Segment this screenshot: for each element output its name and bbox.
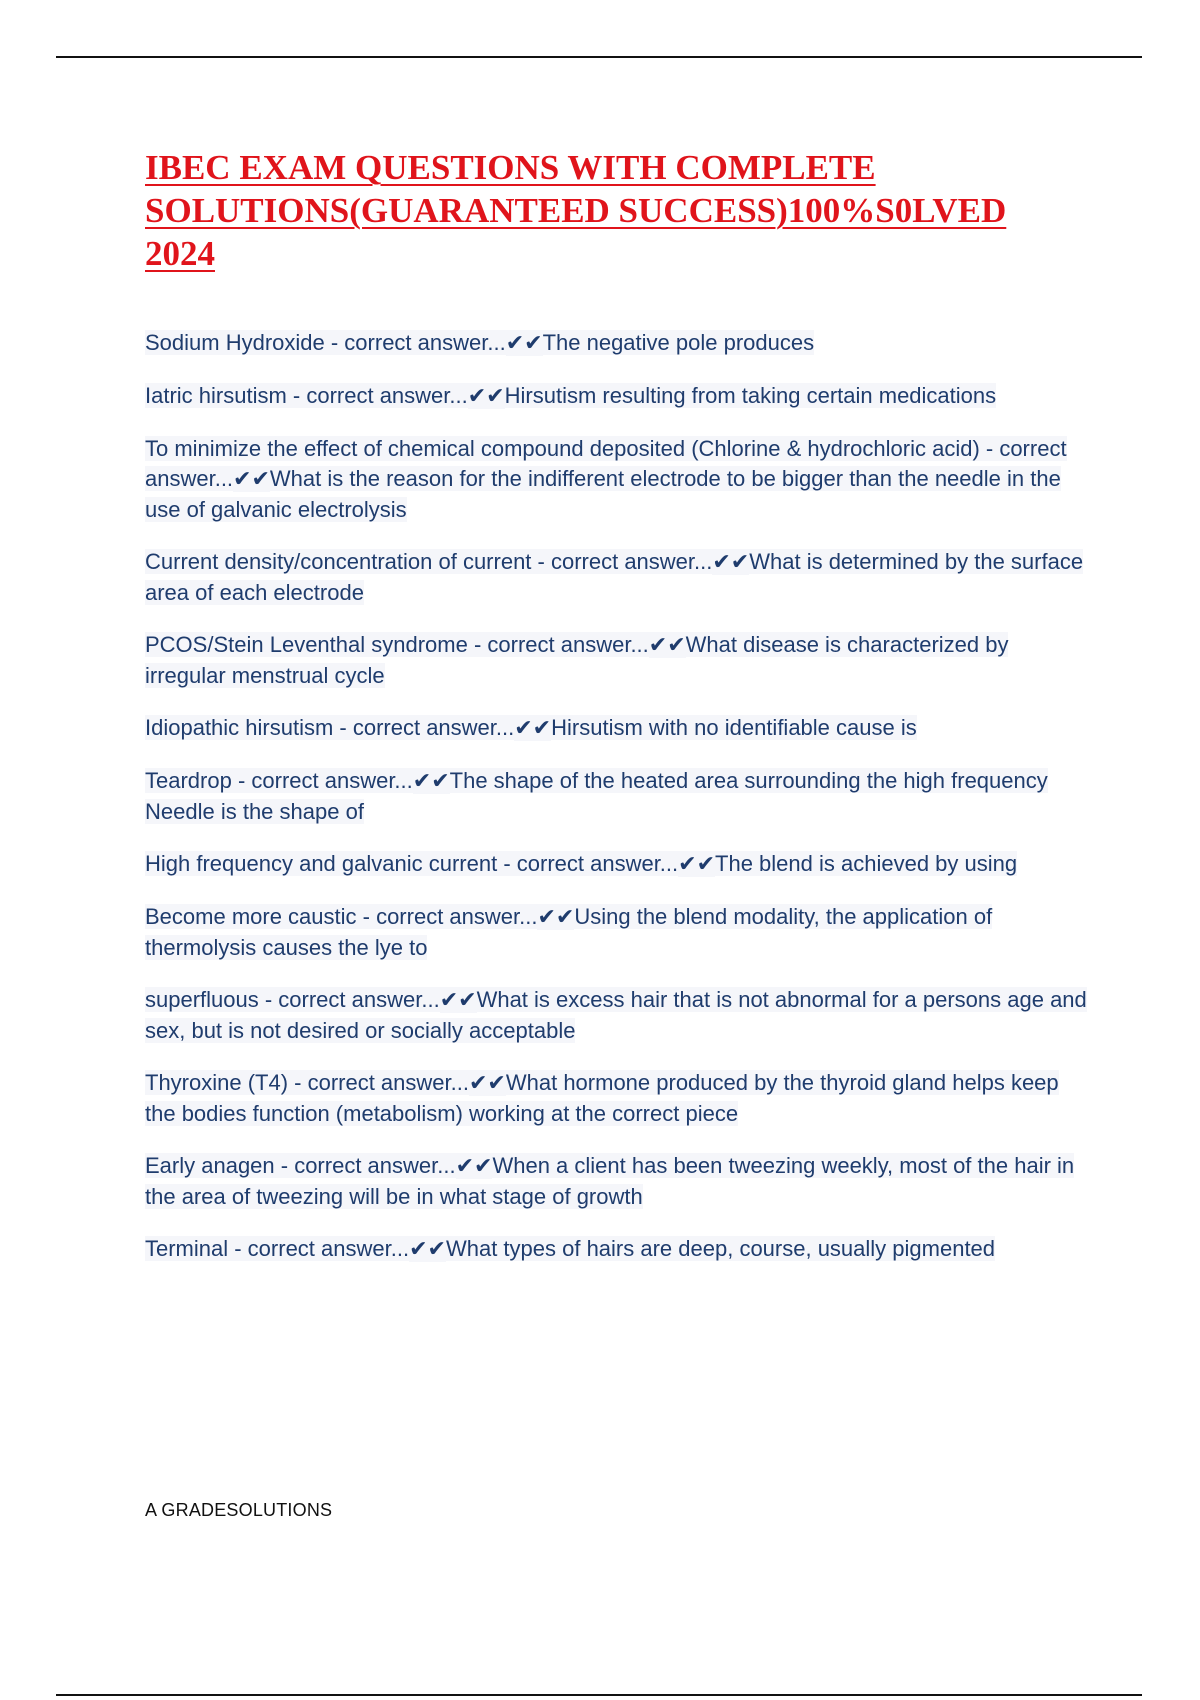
qa-term: Early anagen - correct answer... (145, 1153, 456, 1178)
qa-term: To minimize the effect of chemical compound deposited (Chlorine & hydrochloric acid) - correct answer... (145, 436, 1067, 491)
qa-answer: Hirsutism resulting from taking certain medications (504, 383, 997, 408)
qa-term: Teardrop - correct answer... (145, 768, 413, 793)
qa-item (145, 1151, 1095, 1212)
qa-answer: What is excess hair that is not abnormal for a persons age and sex, but is not desired or socially acceptable (145, 987, 1087, 1043)
qa-item (145, 766, 1095, 827)
qa-item (145, 381, 1095, 412)
qa-answer: The negative pole produces (542, 330, 815, 355)
qa-item (145, 713, 1095, 744)
page-title: IBEC EXAM QUESTIONS WITH COMPLETE SOLUTIONS(GUARANTEED SUCCESS)100%S0LVED 2024 (145, 148, 1007, 273)
check-icon: ✔✔ (468, 1071, 506, 1096)
qa-answer: What hormone produced by the thyroid gland helps keep the bodies function (metabolism) working at the correct piece (145, 1070, 1059, 1126)
check-icon: ✔✔ (537, 905, 575, 930)
check-icon: ✔✔ (648, 633, 686, 658)
qa-term: Current density/concentration of current - correct answer... (145, 549, 713, 574)
qa-term: PCOS/Stein Leventhal syndrome - correct answer... (145, 632, 649, 657)
qa-term: superfluous - correct answer... (145, 987, 440, 1012)
check-icon: ✔✔ (514, 716, 552, 741)
check-icon: ✔✔ (233, 467, 270, 492)
qa-term: Thyroxine (T4) - correct answer... (145, 1070, 469, 1095)
qa-term: Sodium Hydroxide - correct answer... (145, 330, 506, 355)
check-icon: ✔✔ (409, 1237, 446, 1262)
qa-term: Terminal - correct answer... (145, 1236, 410, 1261)
check-icon: ✔✔ (712, 550, 750, 575)
qa-item (145, 1068, 1095, 1129)
qa-answer: Hirsutism with no identifiable cause is (551, 715, 917, 740)
qa-list (145, 328, 1095, 1287)
footer-label: A GRADESOLUTIONS (145, 1500, 333, 1520)
check-icon: ✔✔ (455, 1154, 493, 1179)
check-icon: ✔✔ (505, 331, 543, 356)
qa-item (145, 547, 1095, 608)
qa-answer: What is determined by the surface area of each electrode (145, 549, 1084, 605)
qa-item (145, 328, 1095, 359)
top-rule (56, 56, 1142, 58)
qa-item (145, 985, 1095, 1046)
qa-item (145, 902, 1095, 963)
check-icon: ✔✔ (439, 988, 477, 1013)
qa-answer: What is the reason for the indifferent electrode to be bigger than the needle in the use of galvanic electrolysis (145, 466, 1061, 522)
qa-answer: What disease is characterized by irregular menstrual cycle (145, 632, 1009, 688)
qa-term: Idiopathic hirsutism - correct answer... (145, 715, 515, 740)
qa-item (145, 630, 1095, 691)
qa-term: Iatric hirsutism - correct answer... (145, 383, 468, 408)
qa-item (145, 434, 1095, 525)
qa-item (145, 1234, 1095, 1265)
check-icon: ✔✔ (412, 769, 450, 794)
check-icon: ✔✔ (467, 384, 505, 409)
qa-term: Become more caustic - correct answer... (145, 904, 538, 929)
qa-answer: When a client has been tweezing weekly, most of the hair in the area of tweezing will be in what stage of growth (145, 1153, 1075, 1209)
qa-answer: What types of hairs are deep, course, usually pigmented (445, 1236, 996, 1261)
qa-item (145, 849, 1095, 880)
bottom-rule (56, 1694, 1142, 1696)
qa-answer: The shape of the heated area surrounding the high frequency Needle is the shape of (145, 768, 1048, 824)
check-icon: ✔✔ (678, 852, 716, 877)
qa-answer: The blend is achieved by using (715, 851, 1018, 876)
qa-term: High frequency and galvanic current - correct answer... (145, 851, 679, 876)
qa-answer: Using the blend modality, the application of thermolysis causes the lye to (145, 904, 993, 960)
